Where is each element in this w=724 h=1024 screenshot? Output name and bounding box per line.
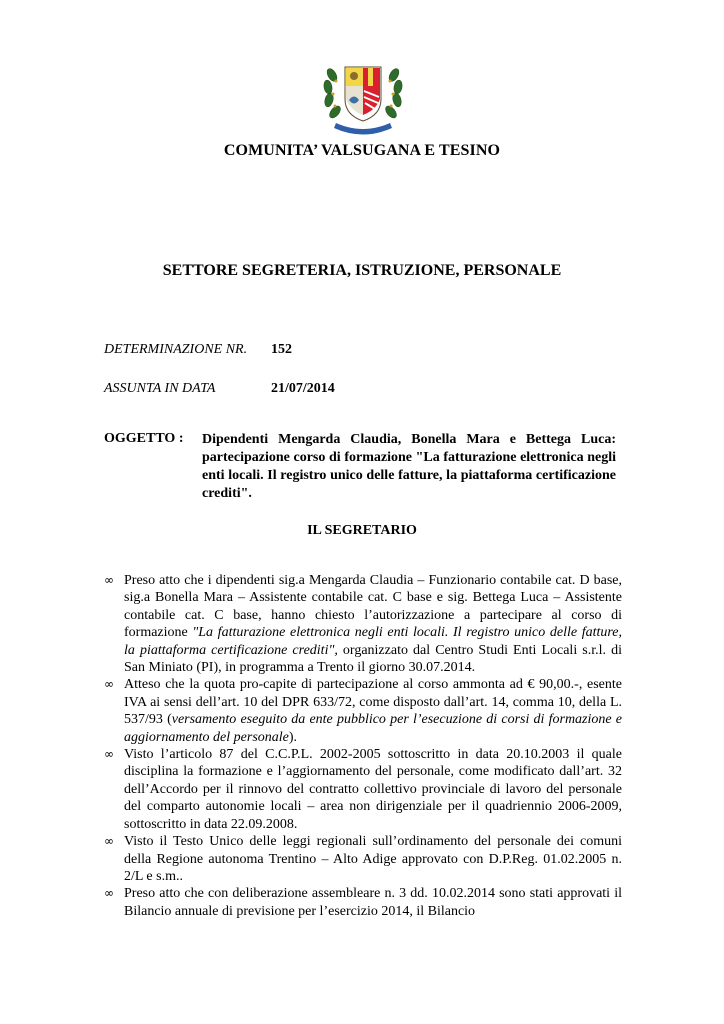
section-heading-segretario: IL SEGRETARIO [307, 523, 417, 538]
clause-text-tail: organizzato dal Centro Studi Enti Locali s.r.l. di San Miniato (PI), in programma a Trento il giorno 30.07.2014. [124, 642, 622, 676]
clause-text: Visto il Testo Unico delle leggi regionali sull’ordinamento del personale dei comuni della Regione autonoma Trentino – Alto Adige approvato con D.P.Reg. 01.02.2005 n. 2/L e s.m.. [124, 834, 622, 884]
infinity-bullet-icon: ∞ [104, 573, 114, 587]
sector-title: SETTORE SEGRETERIA, ISTRUZIONE, PERSONALE [162, 262, 562, 279]
subject-text: Dipendenti Mengarda Claudia, Bonella Mara e Bettega Luca: partecipazione corso di formazione "La fatturazione elettronica negli enti locali. Il registro unico delle fatture, la piattaforma certificazione crediti". [202, 432, 616, 501]
clause-text: Atteso che la quota pro-capite di partecipazione al corso ammonta ad € 90,00.-, esente IVA ai sensi dell’art. 10 del DPR 633/72, come disposto dall’art. 14, comma 10, della L. 537/93 ( [124, 677, 622, 728]
clause-italic-text: "La fatturazione elettronica negli enti locali. Il registro unico delle fatture, la piattaforma certificazione crediti", [124, 625, 623, 658]
adoption-date-value: 21/07/2014 [271, 381, 335, 396]
clause-text-tail: ). [288, 729, 298, 745]
clause-text: Preso atto che i dipendenti sig.a Mengarda Claudia – Funzionario contabile cat. D base, sig.a Bonella Mara – Assistente contabile cat. C base e sig. Bettega Luca – Assistente contabile cat. C base, hanno chiesto l’autorizzazione a partecipare al corso di formazione [124, 573, 622, 641]
coat-of-arms-icon [318, 55, 408, 135]
clause-item [104, 833, 622, 885]
infinity-bullet-icon: ∞ [104, 886, 114, 901]
clause-text: Preso atto che con deliberazione assembleare n. 3 dd. 10.02.2014 sono stati approvati il Bilancio annuale di previsione per l’esercizio 2014, il Bilancio [124, 886, 622, 919]
determination-number-label: DETERMINAZIONE NR. [104, 342, 248, 357]
subject-label: OGGETTO : [104, 431, 184, 446]
organization-title: COMUNITA’ VALSUGANA E TESINO [223, 142, 501, 159]
clause-item [104, 572, 622, 676]
clause-text: Visto l’articolo 87 del C.C.P.L. 2002-2005 sottoscritto in data 20.10.2003 il quale disciplina la formazione e l’aggiornamento del personale, come modificato dall’art. 32 dell’Accordo per il rinnovo del contratto collettivo provinciale di lavoro del personale del comparto autonomie locali – area non dirigenziale per il quadriennio 2006-2009, sottoscritto in data 22.09.2008. [124, 747, 622, 832]
clause-list [104, 572, 622, 920]
adoption-date-label: ASSUNTA IN DATA [104, 381, 216, 396]
infinity-bullet-icon: ∞ [104, 677, 114, 692]
determination-number-value: 152 [271, 342, 292, 357]
clause-item [104, 885, 622, 920]
clause-item [104, 676, 622, 746]
clause-item [104, 746, 622, 833]
infinity-bullet-icon: ∞ [104, 834, 114, 849]
infinity-bullet-icon: ∞ [104, 747, 114, 762]
clause-italic-text: versamento eseguito da ente pubblico per l’esecuzione di corsi di formazione e aggiornamento del personale [124, 712, 622, 745]
